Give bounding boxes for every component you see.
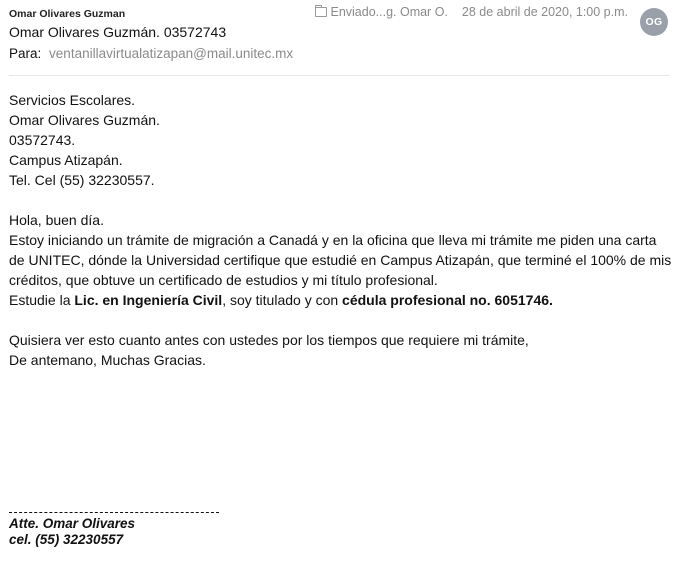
signature bbox=[9, 512, 219, 548]
address-line: Servicios Escolares. bbox=[9, 92, 136, 108]
recipient-row bbox=[9, 46, 293, 61]
closing-thanks: De antemano, Muchas Gracias. bbox=[9, 352, 206, 368]
signature-phone: cel. (55) 32230557 bbox=[9, 532, 124, 547]
signature-name: Atte. Omar Olivares bbox=[9, 516, 136, 531]
license-number: cédula profesional no. 6051746. bbox=[342, 292, 553, 308]
body-paragraph-degree bbox=[9, 290, 674, 310]
signature-rule bbox=[9, 512, 219, 513]
email-meta bbox=[315, 5, 628, 19]
email-header bbox=[0, 0, 680, 76]
folder-icon bbox=[315, 7, 327, 17]
address-line: Omar Olivares Guzmán. bbox=[9, 112, 160, 128]
sender-name[interactable]: Omar Olivares Guzman bbox=[9, 8, 126, 20]
address-line: 03572743. bbox=[9, 132, 76, 148]
greeting: Hola, buen día. bbox=[9, 212, 104, 228]
email-subject: Omar Olivares Guzmán. 03572743 bbox=[9, 24, 227, 40]
recipient-address[interactable]: ventanillavirtualatizapan@mail.unitec.mx bbox=[49, 46, 294, 61]
body-paragraph: Estoy iniciando un trámite de migración a Canadá y en la oficina que lleva mi trámite me piden una carta de UNITEC, dónde la Universidad certifique que estudié en Campus Atizapán, que terminé el 100% de mis créditos, que obtuve un certificado de estudios y mi título profesional. bbox=[9, 232, 672, 288]
degree-prefix: Estudie la bbox=[9, 292, 75, 308]
mailbox-folder[interactable]: Enviado...g. Omar O. bbox=[330, 5, 448, 19]
address-line: Tel. Cel (55) 32230557. bbox=[9, 172, 155, 188]
email-date: 28 de abril de 2020, 1:00 p.m. bbox=[461, 5, 628, 19]
email-body bbox=[9, 90, 674, 370]
address-line: Campus Atizapán. bbox=[9, 152, 123, 168]
closing-line: Quisiera ver esto cuanto antes con ustedes por los tiempos que requiere mi trámite, bbox=[9, 332, 529, 348]
avatar[interactable]: OG bbox=[640, 8, 668, 36]
degree-name: Lic. en Ingeniería Civil bbox=[74, 292, 223, 308]
header-divider bbox=[9, 75, 670, 76]
degree-mid: , soy titulado y con bbox=[222, 292, 343, 308]
recipient-label: Para: bbox=[9, 46, 42, 61]
